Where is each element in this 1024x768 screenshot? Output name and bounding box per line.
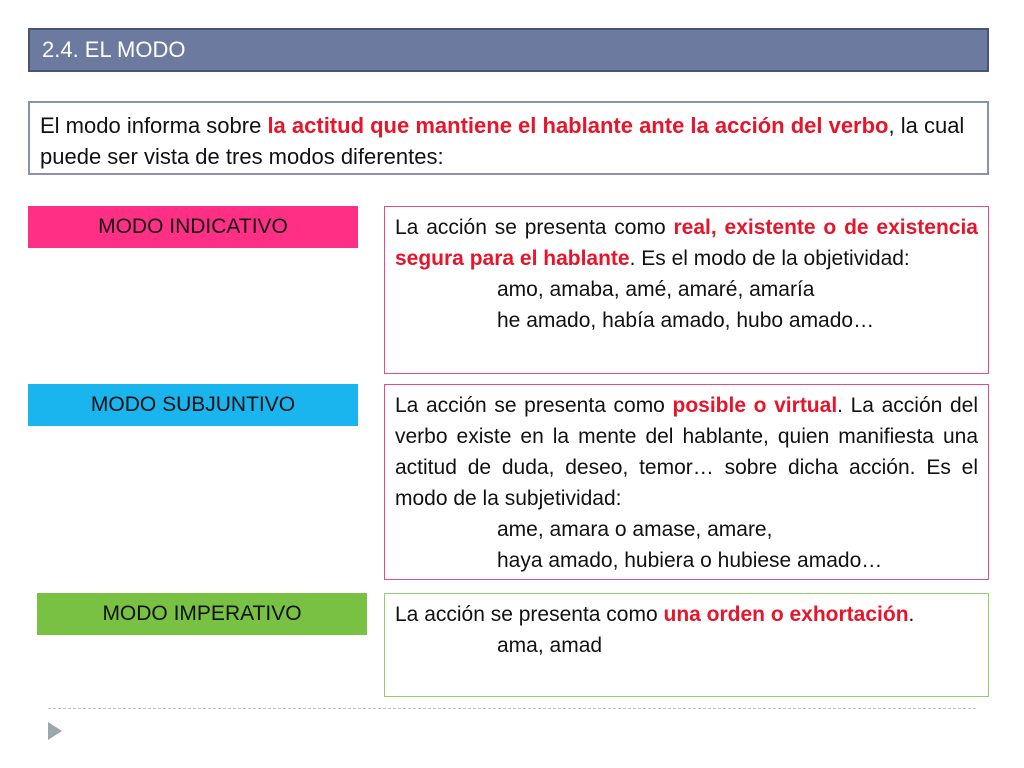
- desc-modo-imperativo: [384, 593, 989, 697]
- imperativo-text-before: La acción se presenta como: [395, 603, 664, 626]
- subjuntivo-example-2: haya amado, hubiera o hubiese amado…: [497, 549, 883, 572]
- label-modo-indicativo: MODO INDICATIVO: [28, 206, 358, 248]
- label-modo-imperativo: MODO IMPERATIVO: [37, 593, 367, 635]
- indicativo-example-1: amo, amaba, amé, amaré, amaría: [497, 278, 815, 301]
- indicativo-example-2: he amado, había amado, hubo amado…: [497, 309, 875, 332]
- indicativo-highlight: real, existente o de existencia segura para el hablante: [395, 216, 978, 270]
- indicativo-text-before: La acción se presenta como: [395, 216, 674, 239]
- footer-divider: [48, 708, 976, 709]
- subjuntivo-example-1: ame, amara o amase, amare,: [497, 518, 773, 541]
- subjuntivo-paragraph: [395, 390, 978, 514]
- imperativo-example-1: ama, amad: [497, 634, 603, 657]
- play-arrow-icon[interactable]: [48, 722, 62, 740]
- intro-suffix: , la cual puede ser vista de tres modos diferentes:: [40, 113, 965, 169]
- desc-modo-indicativo: [384, 206, 989, 374]
- slide-title: 2.4. EL MODO: [28, 28, 989, 72]
- subjuntivo-highlight: posible o virtual: [672, 394, 838, 417]
- label-modo-subjuntivo: MODO SUBJUNTIVO: [28, 384, 358, 426]
- intro-text: [28, 101, 989, 175]
- intro-prefix: El modo informa sobre: [40, 113, 268, 138]
- imperativo-paragraph: [395, 599, 978, 630]
- indicativo-paragraph: [395, 212, 978, 274]
- subjuntivo-text-after: . La acción del verbo existe en la mente del hablante, quien manifiesta una actitud de duda, deseo, temor… sobre dicha acción. Es el modo de la subjetividad:: [395, 394, 978, 510]
- imperativo-text-after: .: [908, 603, 915, 626]
- desc-modo-subjuntivo: [384, 384, 989, 580]
- intro-highlight: la actitud que mantiene el hablante ante la acción del verbo: [267, 113, 889, 138]
- indicativo-text-after: . Es el modo de la objetividad:: [629, 247, 910, 270]
- imperativo-highlight: una orden o exhortación: [663, 603, 909, 626]
- subjuntivo-text-before: La acción se presenta como: [395, 394, 673, 417]
